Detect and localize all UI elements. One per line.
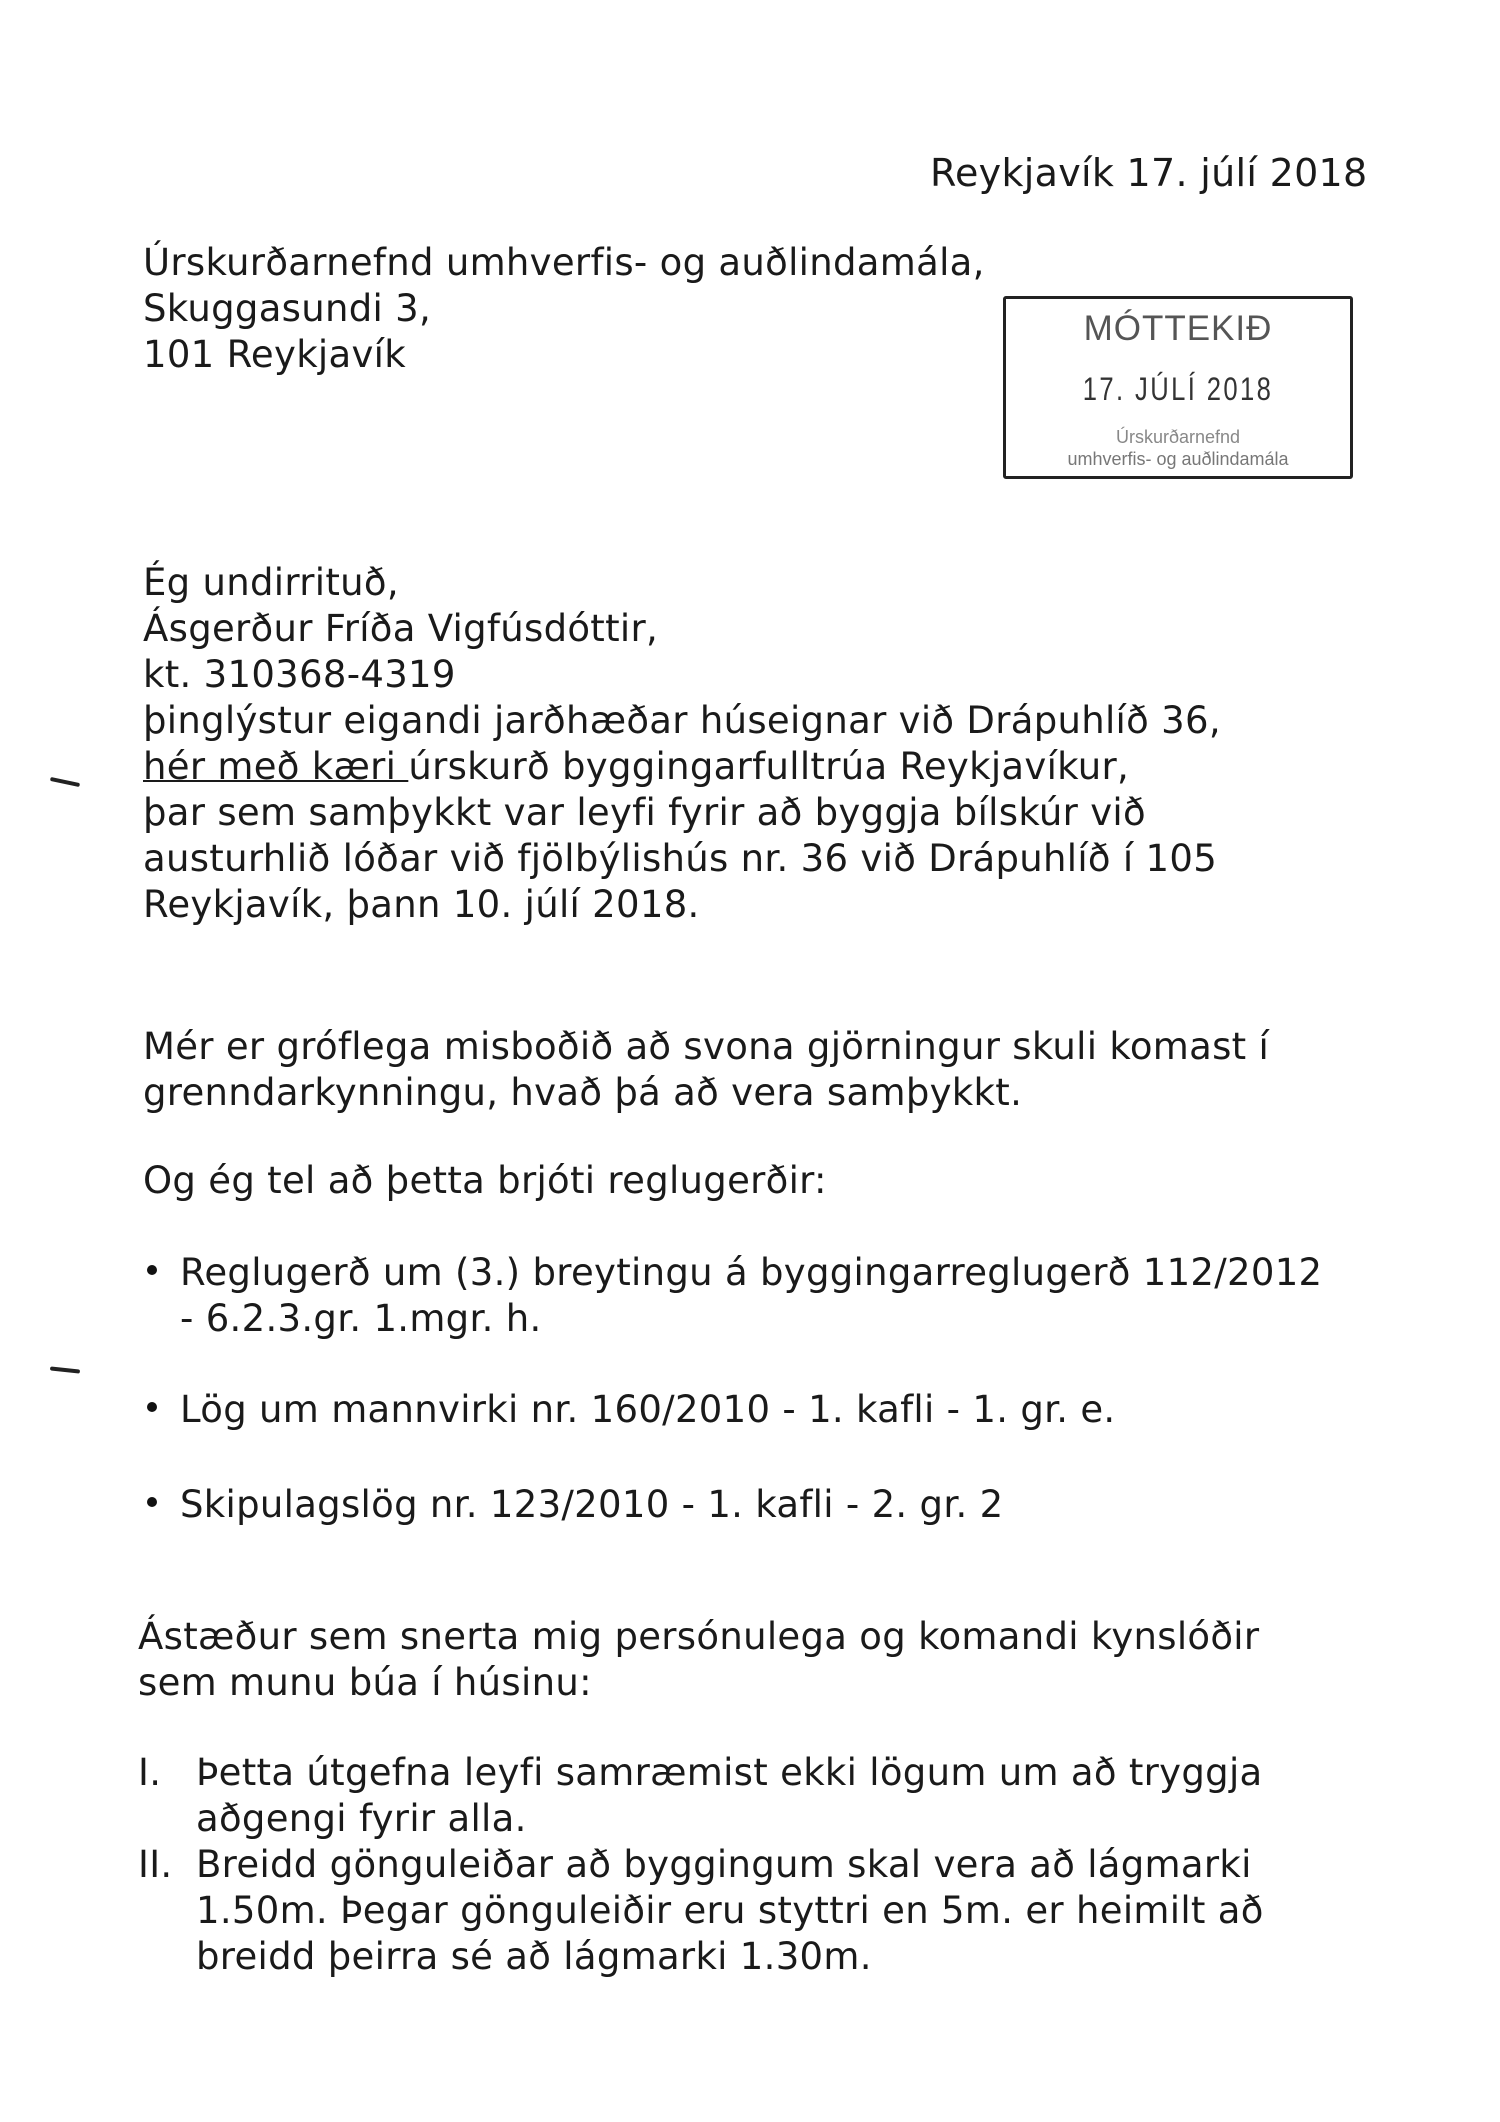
list-number: II.: [138, 1843, 173, 1886]
intro-line: kt. 310368-4319: [143, 653, 456, 696]
intro-line: þar sem samþykkt var leyfi fyrir að byggja bílskúr við: [143, 791, 1146, 834]
stamp-date: 17. JÚLÍ 2018: [1082, 371, 1274, 407]
recipient-street: Skuggasundi 3,: [143, 287, 432, 330]
intro-line: [143, 744, 1129, 790]
stamp-org-line1: Úrskurðarnefnd: [1115, 427, 1241, 447]
stamp-org-line2: umhverfis- og auðlindamála: [1067, 449, 1289, 469]
received-stamp: [1003, 296, 1353, 479]
list-item: Þetta útgefna leyfi samræmist ekki lögum um að tryggja: [196, 1751, 1263, 1794]
intro-line: þinglýstur eigandi jarðhæðar húseignar við Drápuhlíð 36,: [143, 699, 1221, 742]
intro-line: austurhlið lóðar við fjölbýlishús nr. 36 við Drápuhlíð í 105: [143, 837, 1218, 880]
list-item-continuation: - 6.2.3.gr. 1.mgr. h.: [180, 1297, 542, 1340]
list-item: Skipulagslög nr. 123/2010 - 1. kafli - 2. gr. 2: [180, 1483, 1004, 1526]
list-item-continuation: aðgengi fyrir alla.: [196, 1797, 527, 1840]
margin-mark: [50, 777, 80, 787]
paragraph-line: grenndarkynningu, hvað þá að vera samþykkt.: [143, 1071, 1023, 1114]
paragraph-line: Mér er gróflega misboðið að svona gjörningur skuli komast í: [143, 1025, 1270, 1068]
paragraph-regulations-intro: Og ég tel að þetta brjóti reglugerðir:: [143, 1159, 827, 1202]
intro-line: Reykjavík, þann 10. júlí 2018.: [143, 883, 700, 926]
bullet-dot: [147, 1402, 157, 1412]
intro-line-rest: úrskurð byggingarfulltrúa Reykjavíkur,: [408, 745, 1130, 788]
letter-date: Reykjavík 17. júlí 2018: [930, 151, 1368, 195]
list-item: Reglugerð um (3.) breytingu á byggingarreglugerð 112/2012: [180, 1251, 1323, 1294]
intro-line: Ásgerður Fríða Vigfúsdóttir,: [143, 607, 659, 650]
recipient-city: 101 Reykjavík: [143, 333, 406, 376]
recipient-name: Úrskurðarnefnd umhverfis- og auðlindamála,: [143, 241, 985, 284]
bullet-dot: [147, 1497, 157, 1507]
intro-line: Ég undirrituð,: [143, 561, 399, 604]
list-item: Breidd gönguleiðar að byggingum skal vera að lágmarki: [196, 1843, 1252, 1886]
paragraph-line: sem munu búa í húsinu:: [138, 1661, 592, 1704]
bullet-dot: [147, 1265, 157, 1275]
paragraph-line: Ástæður sem snerta mig persónulega og komandi kynslóðir: [138, 1615, 1260, 1658]
list-item-continuation: breidd þeirra sé að lágmarki 1.30m.: [196, 1935, 872, 1978]
list-item: Lög um mannvirki nr. 160/2010 - 1. kafli - 1. gr. e.: [180, 1388, 1116, 1431]
underlined-phrase: hér með kæri: [143, 745, 409, 788]
list-number: I.: [138, 1751, 162, 1794]
stamp-title: MÓTTEKIÐ: [1083, 309, 1273, 348]
list-item-continuation: 1.50m. Þegar gönguleiðir eru styttri en 5m. er heimilt að: [196, 1889, 1264, 1932]
margin-mark: [50, 1366, 80, 1373]
